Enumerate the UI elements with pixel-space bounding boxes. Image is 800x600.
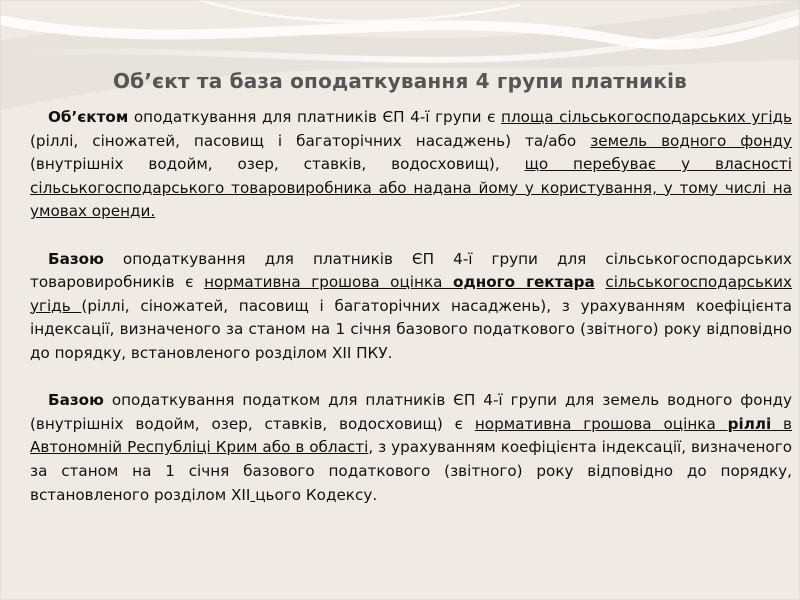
text-run: що перебуває у власності сільськогосподарського товаровиробника або надана йому у користування, у тому числі на умовах оренди.	[30, 155, 792, 221]
paragraph-base-water-fund	[30, 389, 792, 507]
text-run: в Автономній Республіці Крим або в області	[30, 414, 792, 457]
text-run: оподаткування для платників ЄП 4-ї групи є	[128, 108, 502, 126]
text-run: земель водного фонду	[590, 131, 792, 150]
text-run: Базою	[48, 249, 104, 268]
text-run: (ріллі, сіножатей, пасовищ і багаторічних насаджень), з урахуванням коефіцієнта індексації, визначеного за станом на 1 січня базового податкового (звітного) року відповідно до порядку, встановленого розділом XII ПКУ.	[30, 296, 792, 362]
slide-title: Об’єкт та база оподаткування 4 групи платників	[112, 69, 688, 93]
slide-body	[30, 106, 792, 507]
paragraph-object	[30, 106, 792, 224]
text-run: оподаткування податком для платників ЄП 4-ї групи для земель водного фонду (внутрішніх водойм, озер, ставків, водосховищ) є	[30, 391, 792, 433]
text-run: площа сільськогосподарських угідь	[501, 108, 793, 126]
text-run: цього Кодексу.	[255, 485, 378, 504]
text-run: одного гектара	[453, 273, 595, 292]
text-run: нормативна грошова оцінка	[204, 273, 454, 292]
text-run: ріллі	[727, 414, 772, 433]
paragraph-base-agricultural	[30, 248, 792, 366]
text-run: сільськогосподарських угідь	[30, 273, 793, 315]
text-run: , з урахуванням коефіцієнта індексації, визначеного за станом на 1 січня базового податкового (звітного) року відповідно до порядку, встановленого розділом XII	[30, 438, 792, 504]
text-run: Базою	[48, 391, 104, 410]
text-run	[595, 273, 606, 291]
text-run: (внутрішніх водойм, озер, ставків, водосховищ),	[30, 155, 525, 174]
text-run: нормативна грошова оцінка	[474, 414, 728, 433]
text-run: оподаткування для платників ЄП 4-ї групи для сільськогосподарських товаровиробників є	[30, 249, 792, 292]
text-run: Об’єктом	[48, 108, 129, 126]
text-run: (ріллі, сіножатей, пасовищ і багаторічних насаджень) та/або	[30, 131, 591, 150]
